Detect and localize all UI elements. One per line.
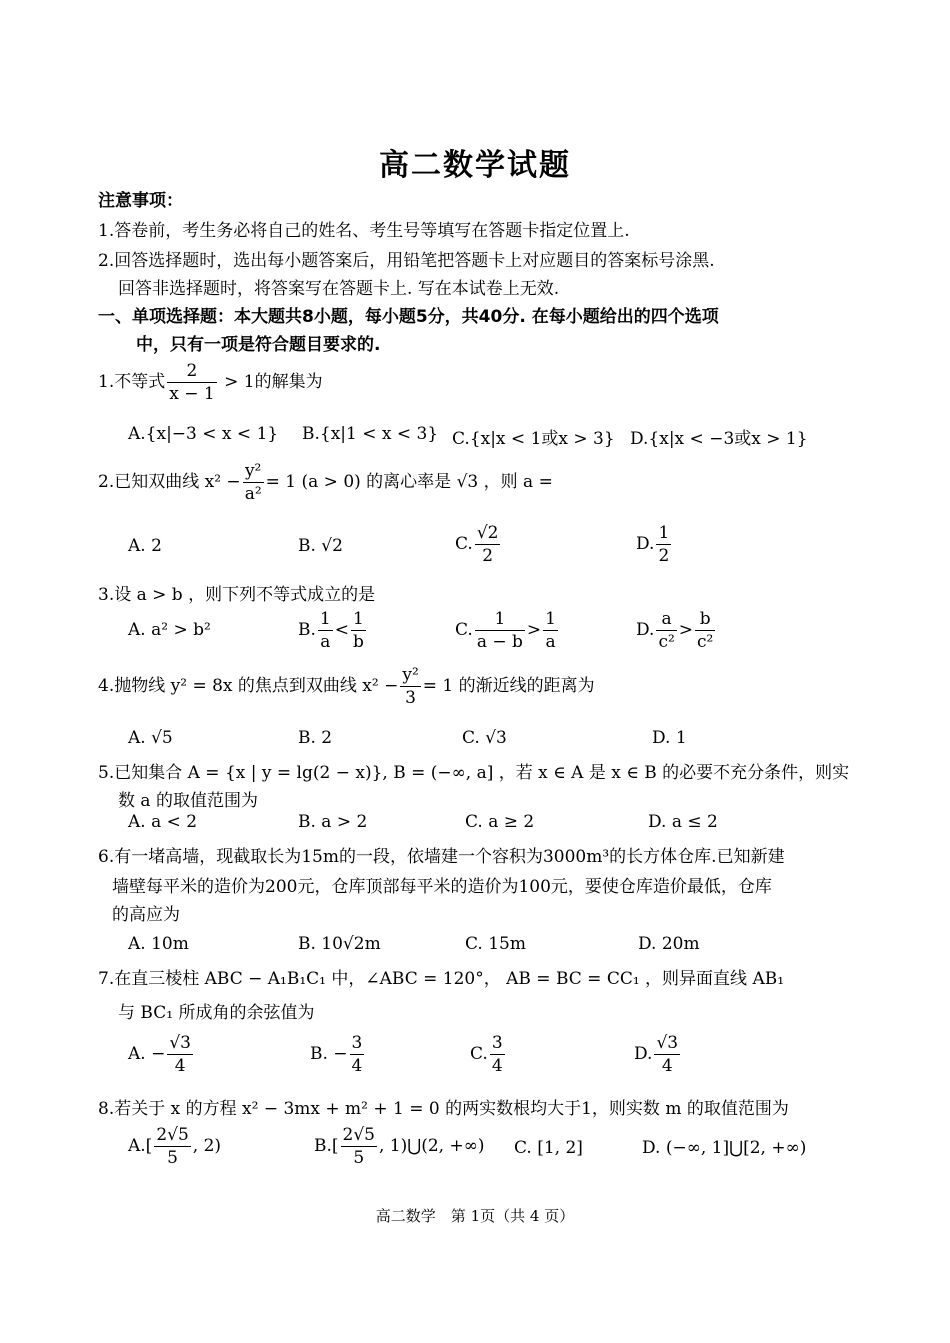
option-fraction — [656, 522, 671, 567]
question-6-option-b: B. 10√2m — [298, 934, 381, 954]
option-text: , 1)⋃(2, +∞) — [379, 1136, 485, 1156]
question-6-text-cont: 墙壁每平米的造价为200元，仓库顶部每平米的造价为100元，要使仓库造价最低，仓库 — [112, 877, 772, 897]
fraction-denominator: 5 — [167, 1148, 178, 1168]
option-label: B.[ — [314, 1136, 339, 1156]
question-8-option-c: C. [1, 2] — [514, 1138, 583, 1158]
option-label: D. — [636, 620, 655, 640]
fraction-numerator: 1 — [319, 609, 331, 629]
operator: < — [334, 620, 349, 640]
question-8-option-a — [128, 1124, 221, 1169]
fraction-numerator: 3 — [491, 1033, 503, 1053]
page-title: 高二数学试题 — [379, 148, 571, 183]
question-1-option-c: C.{x|x < 1或x > 3} — [452, 429, 615, 449]
notice-item-2-cont: 回答非选择题时，将答案写在答题卡上. 写在本试卷上无效. — [118, 279, 560, 299]
fraction-denominator: 2 — [658, 546, 670, 566]
option-label: A.[ — [128, 1136, 153, 1156]
option-fraction — [654, 1032, 680, 1077]
option-fraction — [475, 522, 501, 567]
option-fraction — [154, 1124, 190, 1169]
option-label: C. — [455, 534, 473, 554]
option-fraction — [490, 1032, 505, 1077]
option-fraction — [350, 1032, 365, 1077]
question-7-option-d — [634, 1032, 682, 1077]
section-heading-cont: 中，只有一项是符合题目要求的. — [136, 335, 381, 355]
fraction-denominator: 4 — [661, 1056, 673, 1076]
question-7-option-a — [128, 1032, 195, 1077]
fraction-denominator: 5 — [353, 1148, 365, 1168]
option-label: A. − — [128, 1044, 166, 1064]
page-footer: 高二数学 第 1页（共 4 页） — [375, 1207, 575, 1225]
fraction-denominator: a² — [244, 484, 262, 504]
fraction-numerator: 1 — [545, 609, 556, 629]
question-1-text: 1.不等式 — [98, 372, 166, 392]
fraction-numerator: 2 — [167, 360, 216, 383]
question-2-option-d — [636, 522, 673, 567]
option-label: D. — [636, 534, 655, 554]
fraction-denominator: 3 — [405, 688, 416, 708]
fraction-denominator: a — [545, 632, 556, 652]
option-label: B. — [298, 620, 316, 640]
question-5-option-d: D. a ≤ 2 — [648, 812, 718, 832]
fraction-denominator: 2 — [482, 546, 494, 566]
question-2-option-c — [455, 522, 502, 567]
option-fraction — [167, 1032, 193, 1077]
fraction-denominator: x − 1 — [169, 384, 215, 404]
question-5-option-b: B. a > 2 — [298, 812, 368, 832]
option-label: C. — [470, 1044, 488, 1064]
fraction-numerator: 2√5 — [342, 1125, 375, 1145]
fraction-numerator: √3 — [656, 1033, 679, 1053]
question-8-option-b — [314, 1124, 485, 1169]
question-4 — [98, 664, 595, 709]
question-8-option-d: D. (−∞, 1]⋃[2, +∞) — [642, 1138, 807, 1158]
fraction-denominator: c² — [697, 632, 714, 652]
fraction-denominator: 4 — [351, 1056, 363, 1076]
operator: > — [678, 620, 694, 640]
question-7-text-cont: 与 BC₁ 所成角的余弦值为 — [118, 1003, 315, 1023]
fraction-denominator: a − b — [476, 632, 523, 652]
question-4-option-a: A. √5 — [128, 728, 173, 748]
fraction-denominator: 4 — [491, 1056, 503, 1076]
question-7-option-b — [310, 1032, 366, 1077]
question-1-option-b: B.{x|1 < x < 3} — [302, 424, 439, 444]
question-1-option-d: D.{x|x < −3或x > 1} — [630, 429, 808, 449]
question-4-text-post: = 1 的渐近线的距离为 — [422, 676, 595, 696]
fraction-numerator: b — [695, 608, 715, 631]
question-6-option-c: C. 15m — [465, 934, 526, 954]
question-3-text: 3.设 a > b ，则下列不等式成立的是 — [98, 585, 376, 605]
question-6-option-a: A. 10m — [128, 934, 189, 954]
option-fraction — [475, 608, 525, 653]
question-6-text-cont-2: 的高应为 — [112, 905, 180, 925]
fraction-numerator: a — [656, 608, 676, 631]
question-2-text: 2.已知双曲线 x² − — [98, 472, 241, 492]
question-2-option-a: A. 2 — [128, 536, 162, 556]
notice-item-2: 2.回答选择题时，选出每小题答案后，用铅笔把答题卡上对应题目的答案标号涂黑. — [98, 251, 715, 271]
question-4-text: 4.抛物线 y² = 8x 的焦点到双曲线 x² − — [98, 676, 399, 696]
question-3-option-b — [298, 608, 368, 653]
option-fraction — [656, 608, 676, 653]
question-2-text-post: = 1 (a > 0) 的离心率是 √3 ，则 a = — [265, 472, 553, 492]
fraction-numerator: 1 — [351, 608, 366, 631]
question-1-option-a: A.{x|−3 < x < 1} — [128, 424, 279, 444]
question-7-text: 7.在直三棱柱 ABC − A₁B₁C₁ 中，∠ABC = 120°， AB = BC = CC₁ ，则异面直线 AB₁ — [98, 969, 785, 989]
question-6-text: 6.有一堵高墙，现截取长为15m的一段，依墙建一个容积为3000m³的长方体仓库.已知新建 — [98, 847, 785, 867]
option-label: D. — [634, 1044, 653, 1064]
question-2-fraction — [243, 460, 264, 505]
question-1-fraction — [167, 360, 216, 405]
question-8-text: 8.若关于 x 的方程 x² − 3mx + m² + 1 = 0 的两实数根均大于1，则实数 m 的取值范围为 — [98, 1099, 789, 1119]
option-fraction — [543, 608, 558, 653]
fraction-denominator: c² — [658, 632, 675, 652]
question-1-text-post: > 1的解集为 — [218, 372, 323, 392]
question-7-option-c — [470, 1032, 507, 1077]
question-2 — [98, 460, 553, 505]
option-fraction — [695, 608, 715, 653]
operator: > — [526, 620, 542, 640]
fraction-numerator: 1 — [658, 523, 670, 543]
question-5-text-cont: 数 a 的取值范围为 — [118, 791, 258, 811]
question-5-option-a: A. a < 2 — [128, 812, 198, 832]
fraction-numerator: 2√5 — [156, 1125, 189, 1145]
fraction-numerator: √3 — [169, 1033, 191, 1053]
question-4-option-d: D. 1 — [652, 728, 687, 748]
fraction-numerator: y² — [243, 460, 264, 483]
question-4-option-c: C. √3 — [462, 728, 507, 748]
option-label: C. — [455, 620, 473, 640]
option-fraction — [318, 608, 333, 653]
question-2-option-b: B. √2 — [298, 536, 343, 556]
question-1 — [98, 360, 323, 405]
fraction-denominator: a — [320, 632, 331, 652]
fraction-denominator: 4 — [174, 1056, 186, 1076]
question-4-option-b: B. 2 — [298, 728, 333, 748]
question-4-fraction — [400, 664, 420, 709]
question-5-text: 5.已知集合 A = {x | y = lg(2 − x)}, B = (−∞, a] ，若 x ∈ A 是 x ∈ B 的必要不充分条件，则实 — [98, 763, 850, 783]
question-5-option-c: C. a ≥ 2 — [465, 812, 535, 832]
notice-item-1: 1.答卷前，考生务必将自己的姓名、考生号等填写在答题卡指定位置上. — [98, 221, 630, 241]
fraction-numerator: √2 — [476, 523, 499, 543]
notice-heading: 注意事项： — [98, 191, 183, 211]
question-3-option-d — [636, 608, 717, 653]
fraction-denominator: b — [352, 632, 364, 652]
option-text: , 2) — [192, 1136, 222, 1156]
question-3-option-a: A. a² > b² — [128, 620, 211, 640]
question-6-option-d: D. 20m — [638, 934, 700, 954]
option-label: B. − — [310, 1044, 348, 1064]
section-heading: 一、单项选择题：本大题共8小题，每小题5分，共40分. 在每小题给出的四个选项 — [98, 307, 719, 327]
option-fraction — [341, 1124, 377, 1169]
fraction-numerator: 1 — [475, 608, 525, 631]
question-3-option-c — [455, 608, 560, 653]
fraction-numerator: 3 — [351, 1033, 363, 1053]
fraction-numerator: y² — [402, 665, 419, 685]
option-fraction — [351, 608, 366, 653]
